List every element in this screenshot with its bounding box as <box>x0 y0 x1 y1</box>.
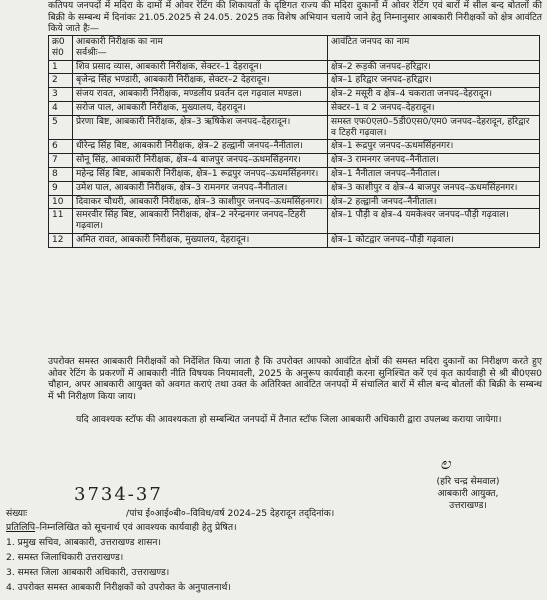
signatory-name: (हरि चन्द्र सेमवाल) <box>436 476 500 487</box>
inspector-allocation-table <box>48 35 540 248</box>
table-row <box>49 140 540 154</box>
row-district: क्षेत्र–1 हरिद्वार जनपद–हरिद्वार। <box>328 74 540 88</box>
row-serial: 12 <box>49 233 73 247</box>
copy-to-label: प्रतिलिपि <box>6 522 36 533</box>
copy-to-heading <box>6 520 237 533</box>
reference-label: संख्याः <box>6 508 28 519</box>
row-district: समस्त एफ0एल0–5डी0एस0/एम0 जनपद–देहरादून, हरिद्वार व टिहरी गढ़वाल। <box>328 115 540 140</box>
row-district: क्षेत्र–3 रामनगर जनपद–नैनीताल। <box>328 154 540 168</box>
row-serial: 1 <box>49 60 73 74</box>
table-row <box>49 74 540 88</box>
row-district: क्षेत्र–2 रूड़की जनपद–हरिद्वार। <box>328 60 540 74</box>
row-serial: 11 <box>49 209 73 234</box>
signatory-designation: आबकारी आयुक्त, <box>437 488 499 499</box>
row-serial: 7 <box>49 154 73 168</box>
staff-paragraph: यदि आवश्यक स्टॉफ की आवश्यकता हो सम्बन्धित जनपदों में तैनात स्टॉफ जिला आबकारी अधिकारी द्वारा उपलब्ध कराया जायेगा। <box>76 414 502 425</box>
row-inspector: दिवाकर चौधरी, आबकारी निरीक्षक, क्षेत्र–3 काशीपुर जनपद–ऊधमसिंहनगर। <box>73 195 328 209</box>
signatory-state: उत्तराखण्ड। <box>449 500 487 511</box>
table-header-row <box>49 36 540 61</box>
row-district: सेक्टर–1 व 2 जनपद–देहरादून। <box>328 101 540 115</box>
table-row <box>49 88 540 102</box>
table-row <box>49 115 540 140</box>
row-inspector: उमेश पाल, आबकारी निरीक्षक, क्षेत्र–3 रामनगर जनपद–नैनीताल। <box>73 181 328 195</box>
row-serial: 4 <box>49 101 73 115</box>
row-district: क्षेत्र–1 रूद्रपुर जनपद–ऊधमसिंहनगर। <box>328 140 540 154</box>
row-district: क्षेत्र–1 नैनीताल जनपद–नैनीताल। <box>328 167 540 181</box>
row-serial: 10 <box>49 195 73 209</box>
row-inspector: महेन्द्र सिंह बिष्ट, आबकारी निरीक्षक, क्षेत्र–1 रूद्रपुर जनपद–ऊधमसिंहनगर। <box>73 167 328 181</box>
row-district: क्षेत्र–1 पौड़ी व क्षेत्र–4 यमकेश्वर जनपद–पौड़ी गढ़वाल। <box>328 209 540 234</box>
list-item: 3. समस्त जिला आबकारी अधिकारी, उत्तराखण्ड। <box>6 567 170 578</box>
row-inspector: सरोज पाल, आबकारी निरीक्षक, मुख्यालय, देहरादून। <box>73 101 328 115</box>
row-inspector: प्रेरणा बिष्ट, आबकारी निरीक्षक, क्षेत्र–3 ऋषिकेश जनपद–देहरादून। <box>73 115 328 140</box>
copy-to-text: –निम्नलिखित को सूचनार्थ एवं आवश्यक कार्यवाही हेतु प्रेषित। <box>35 522 237 533</box>
row-serial: 3 <box>49 88 73 102</box>
row-inspector: सोनू सिंह, आबकारी निरीक्षक, क्षेत्र–4 बाजपुर जनपद–ऊधमसिंहनगर। <box>73 154 328 168</box>
row-inspector: धीरेन्द्र सिंह बिष्ट, आबकारी निरीक्षक, क्षेत्र–2 हल्द्वानी जनपद–नैनीताल। <box>73 140 328 154</box>
row-district: क्षेत्र–1 कोटद्वार जनपद–पौड़ी गढ़वाल। <box>328 233 540 247</box>
table-row <box>49 60 540 74</box>
instruction-paragraph: उपरोक्त समस्त आबकारी निरीक्षकों को निर्देशित किया जाता है कि उपरोक्त आपको आवंटित क्षेत्रों की समस्त मदिरा दुकानों का निरीक्षण करते हुए ओवर रेटिंग के प्रकरणों में आबकारी नीति विषयक नियमावली, 2025 के अनुरूप कार्यवाही करना सुनिश्चित करें एवं कृत कार्यवाही से श्री बी0एस0 चौहान, अपर आबकारी आयुक्त को अवगत कराएं तथा उक्त के अतिरिक्त आवंटित जनपदों में संचालित बारों में सील बन्द बोतलों की बिक्री के सम्बन्ध में भी निरीक्षण किया जाय। <box>48 356 542 402</box>
row-district: क्षेत्र–2 हल्द्वानी जनपद–नैनीताल। <box>328 195 540 209</box>
row-inspector: समरवीर सिंह बिष्ट, आबकारी निरीक्षक, क्षेत्र–2 नरेन्द्रनगर जनपद–टिहरी गढ़वाल। <box>73 209 328 234</box>
table-row <box>49 167 540 181</box>
table-row <box>49 154 540 168</box>
row-inspector: अमित रावत, आबकारी निरीक्षक, मुख्यालय, देहरादून। <box>73 233 328 247</box>
reference-line <box>6 506 546 519</box>
row-serial: 5 <box>49 115 73 140</box>
intro-paragraph: कतिपय जनपदों में मदिरा के दामों में ओवर रेटिंग की शिकायतों के दृष्टिगत राज्य की मदिरा दुकानों में ओवर रेटिंग एवं बारों में सील बन्द बोतलों की बिक्री के सम्बन्ध में दिनांकः 21.05.2025 से 24.05. 2025 तक विशेष अभियान चलाये जाने हेतु निम्नानुसार आबकारी निरीक्षकों को क्षेत्र आवंटित किये जाते हैः— <box>48 0 542 34</box>
list-item: 1. प्रमुख सचिव, आबकारी, उत्तराखण्ड शासन। <box>6 537 161 548</box>
header-inspector-name-label: आबकारी निरीक्षक का नाम <box>76 37 163 47</box>
row-serial: 6 <box>49 140 73 154</box>
header-inspector-name <box>73 36 328 61</box>
row-district: क्षेत्र–2 मसूरी व क्षेत्र–4 चकराता जनपद–देहरादून। <box>328 88 540 102</box>
table-row <box>49 209 540 234</box>
header-serial-number: क्र0 सं0 <box>49 36 73 61</box>
handwritten-dispatch-number: 3734-37 <box>74 484 163 505</box>
reference-text: /पांच ई०आई०बी०–विविध/वर्ष 2024–25 देहरादून तद्‌दिनांक। <box>126 508 335 519</box>
row-inspector: शिव प्रसाद व्यास, आबकारी निरीक्षक, सेक्टर–1 देहरादून। <box>73 60 328 74</box>
copy-recipient-list <box>6 535 231 595</box>
row-serial: 2 <box>49 74 73 88</box>
row-serial: 9 <box>49 181 73 195</box>
header-allotted-district: आवंटित जनपद का नाम <box>328 36 540 61</box>
signature-block <box>398 454 538 512</box>
table-row <box>49 181 540 195</box>
signature-mark: ಲ <box>440 454 451 473</box>
row-serial: 8 <box>49 167 73 181</box>
header-inspector-name-sub: सर्वश्रीः— <box>76 47 107 58</box>
row-district: क्षेत्र–3 काशीपुर व क्षेत्र–4 बाजपुर जनपद–ऊधमसिंहनगर। <box>328 181 540 195</box>
list-item: 2. समस्त जिलाधिकारी उत्तराखण्ड। <box>6 552 124 563</box>
table-row <box>49 101 540 115</box>
table-row <box>49 195 540 209</box>
row-inspector: संजय रावत, आबकारी निरीक्षक, मण्डलीय प्रवर्तन दल गढ़वाल मण्डल। <box>73 88 328 102</box>
list-item: 4. उपरोक्त समस्त आबकारी निरीक्षकों को उपरोक्त के अनुपालनार्थ। <box>6 582 231 593</box>
row-inspector: बृजेन्द्र सिंह भण्डारी, आबकारी निरीक्षक, सेक्टर–2 देहरादून। <box>73 74 328 88</box>
table-row <box>49 233 540 247</box>
